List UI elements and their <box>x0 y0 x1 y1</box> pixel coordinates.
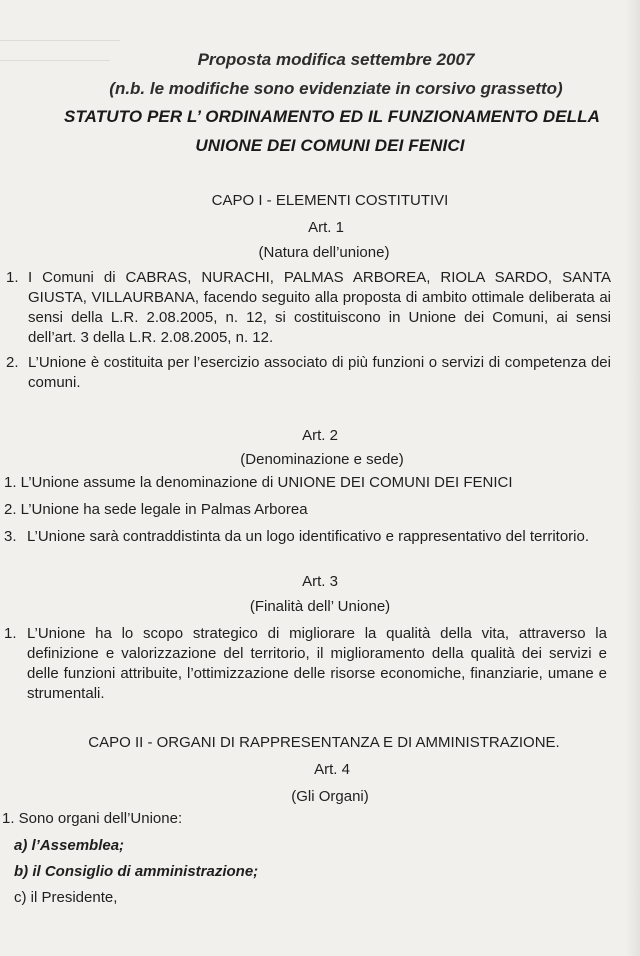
art2-paragraph-1: 1. L’Unione assume la denominazione di UNIONE DEI COMUNI DEI FENICI <box>4 474 513 491</box>
paragraph-text: L’Unione sarà contraddistinta da un logo identificativo e rappresentativo del territorio. <box>27 528 590 545</box>
organ-item-consiglio: b) il Consiglio di amministrazione; <box>14 863 259 880</box>
art1-subtitle: (Natura dell’unione) <box>258 244 390 261</box>
paragraph-number: 1. <box>4 625 17 642</box>
art4-paragraph-1: 1. Sono organi dell’Unione: <box>2 810 183 827</box>
paragraph-text: L’Unione è costituita per l’esercizio associato di più funzioni o servizi di competenza dei comuni. <box>28 354 611 391</box>
art4-title: Art. 4 <box>314 761 350 778</box>
art2-subtitle: (Denominazione e sede) <box>240 451 404 468</box>
statute-title-line2: UNIONE DEI COMUNI DEI FENICI <box>195 136 465 155</box>
paragraph-text: L’Unione ha lo scopo strategico di migliorare la qualità della vita, attraverso la definizione e valorizzazione del territorio, il miglioramento della qualità dei servizi e delle funzioni attribuite, l’ottimizzazione delle risorse economiche, finanziarie, umane e strumentali. <box>27 625 607 702</box>
paragraph-text: I Comuni di CABRAS, NURACHI, PALMAS ARBOREA, RIOLA SARDO, SANTA GIUSTA, VILLAURBANA, facendo seguito alla proposta di ambito ottimale deliberata ai sensi della L.R. 2.08.2005, n. 12, si costituiscono in Unione dei Comuni, ai sensi dell’art. 3 della L.R. 2.08.2005, n. 12. <box>28 269 611 346</box>
art1-title: Art. 1 <box>308 219 344 236</box>
capo1-heading: CAPO I - ELEMENTI COSTITUTIVI <box>211 192 449 209</box>
header-note-date: Proposta modifica settembre 2007 <box>197 50 475 69</box>
organ-item-presidente: c) il Presidente, <box>14 889 118 906</box>
statute-title-line1: STATUTO PER L’ ORDINAMENTO ED IL FUNZIONAMENTO DELLA <box>64 107 600 126</box>
scan-mark <box>0 40 120 41</box>
art2-title: Art. 2 <box>302 427 338 444</box>
paragraph-number: 1. <box>6 269 19 286</box>
capo2-heading: CAPO II - ORGANI DI RAPPRESENTANZA E DI AMMINISTRAZIONE. <box>88 734 560 751</box>
art3-title: Art. 3 <box>302 573 338 590</box>
art3-subtitle: (Finalità dell’ Unione) <box>249 598 391 615</box>
art2-paragraph-2: 2. L’Unione ha sede legale in Palmas Arborea <box>4 501 308 518</box>
header-note-legend: (n.b. le modifiche sono evidenziate in corsivo grassetto) <box>109 79 563 98</box>
paragraph-number: 2. <box>6 354 19 371</box>
paragraph-number: 3. <box>4 528 17 545</box>
organ-item-assemblea: a) l’Assemblea; <box>14 837 125 854</box>
art4-subtitle: (Gli Organi) <box>291 788 369 805</box>
